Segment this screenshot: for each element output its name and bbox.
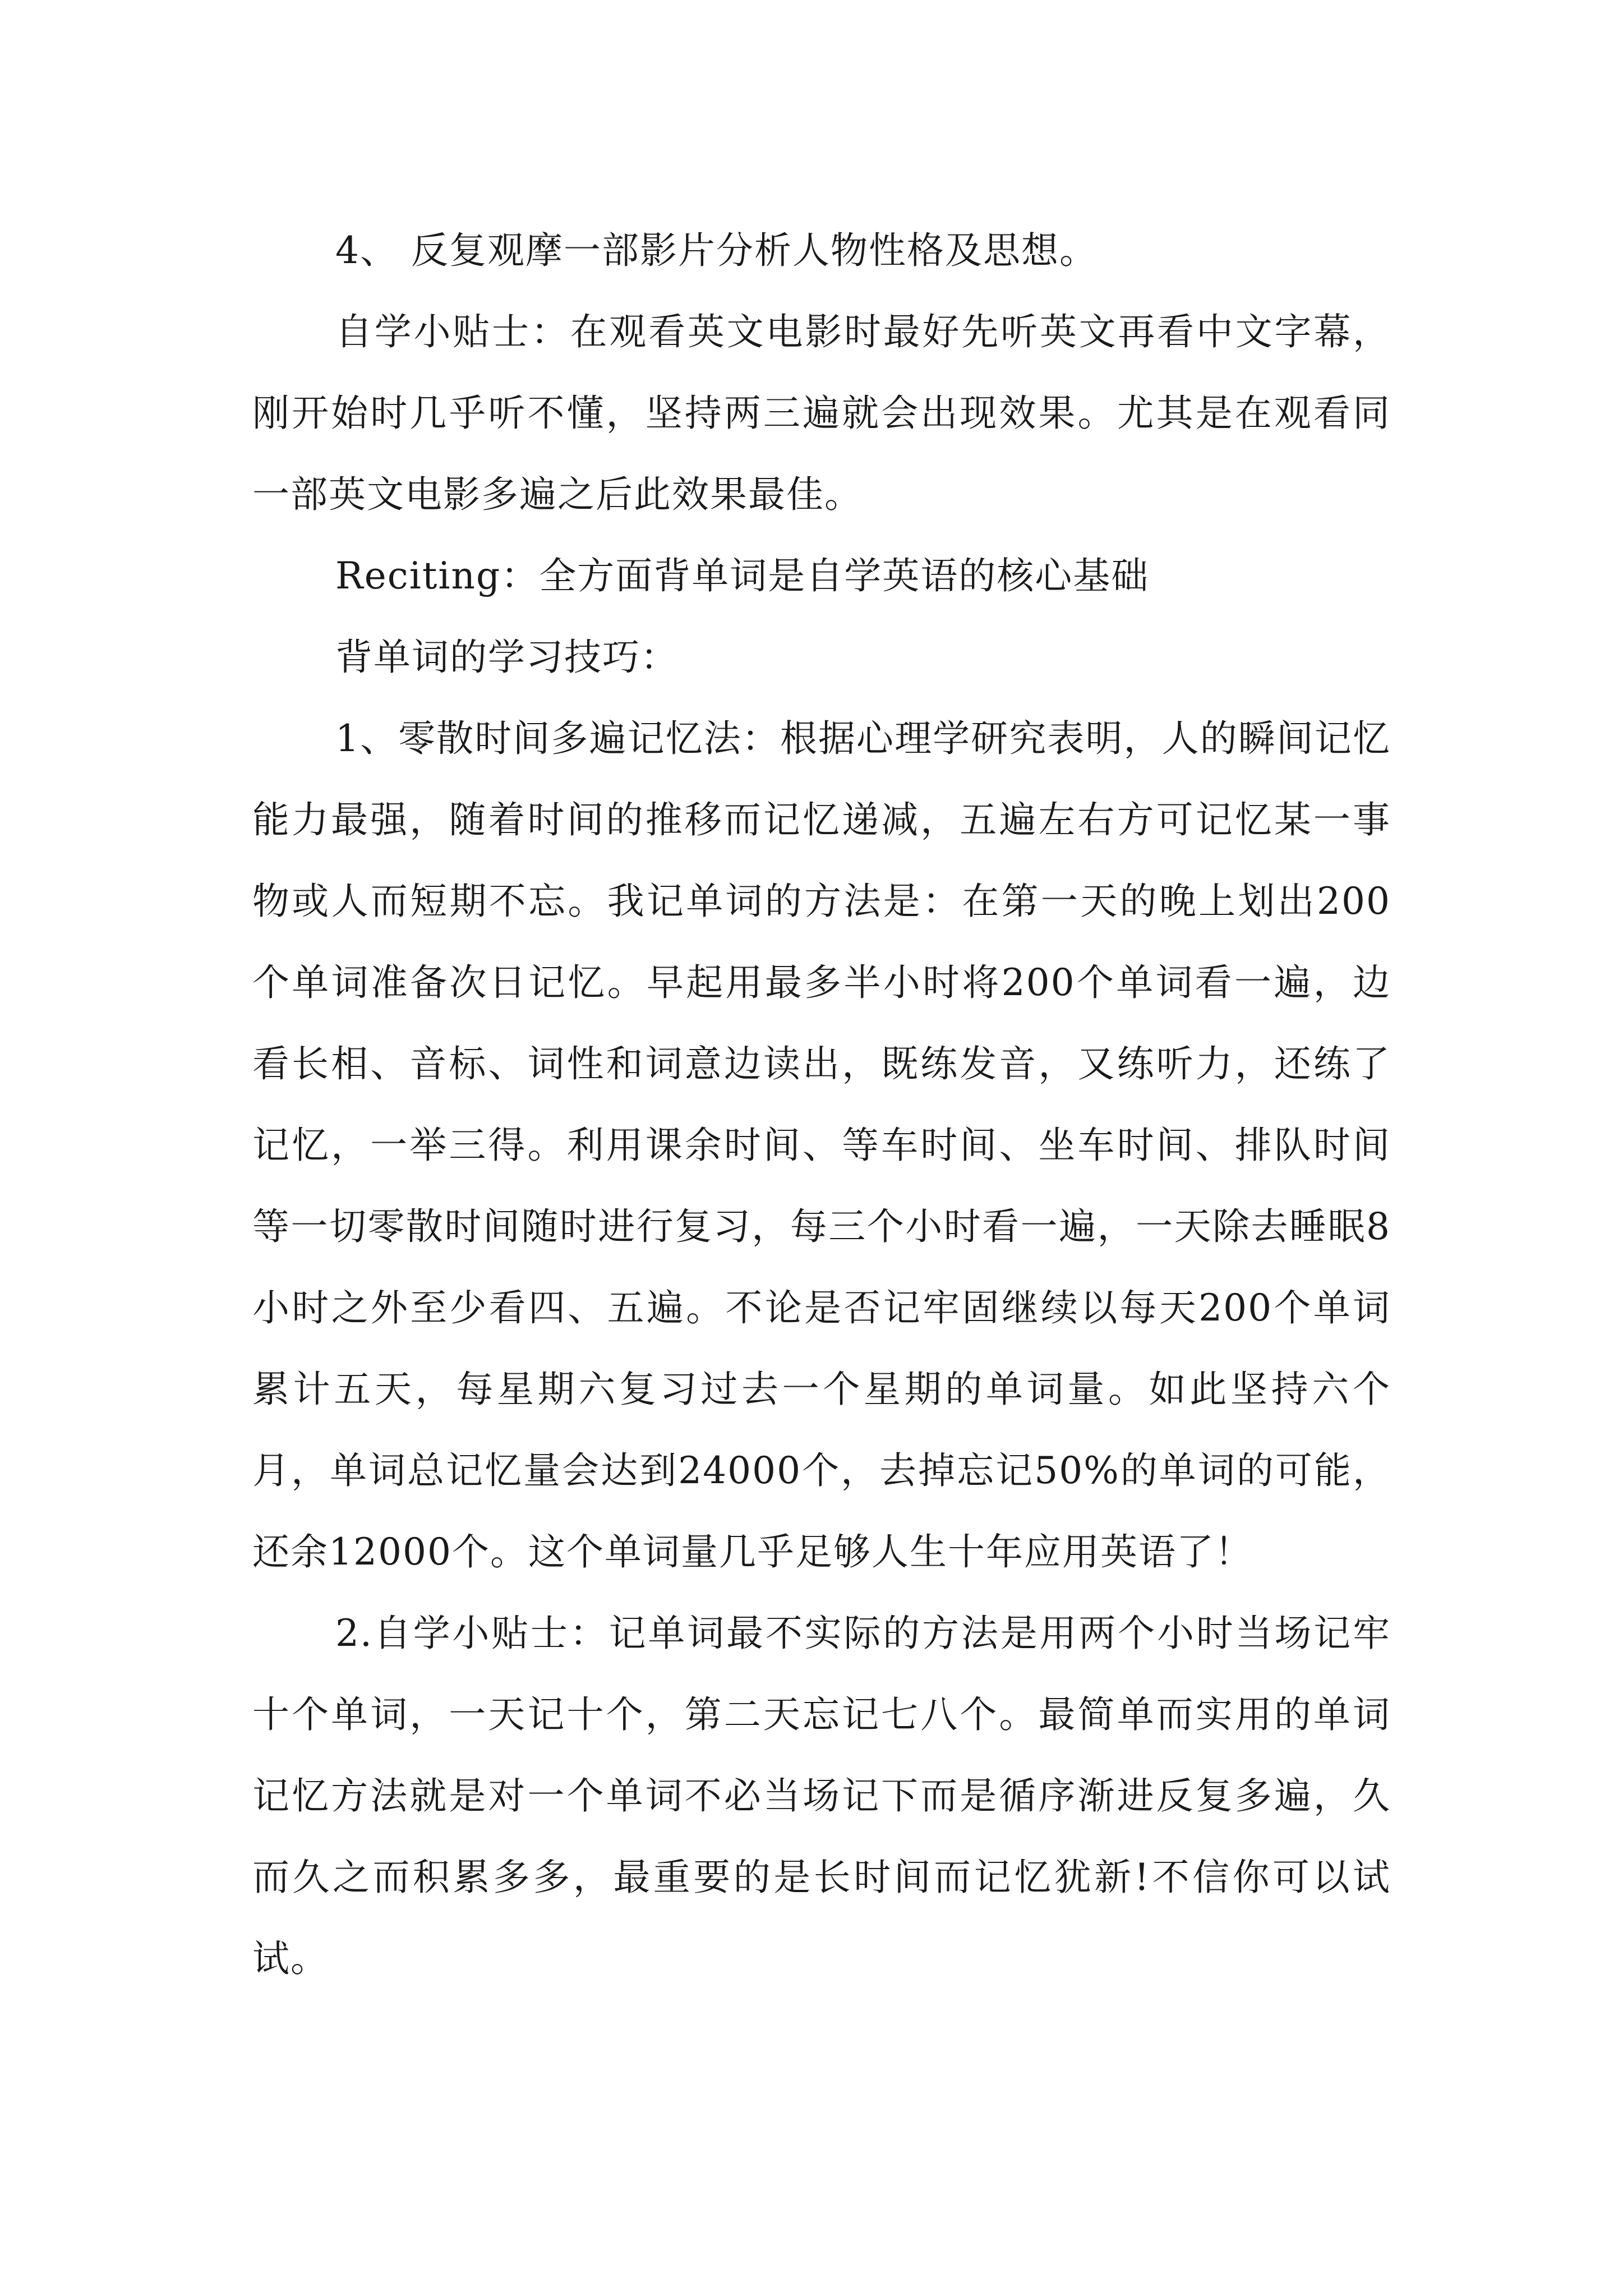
document-body: [252, 210, 1391, 1999]
paragraph-reciting-heading: Reciting：全方面背单词是自学英语的核心基础: [335, 554, 1150, 597]
paragraph-film-step-4: 4、 反复观摩一部影片分析人物性格及思想。: [335, 229, 1098, 272]
paragraph-vocab-tip-2: 2.自学小贴士：记单词最不实际的方法是用两个小时当场记牢十个单词，一天记十个，第二天忘记七八个。最简单而实用的单词记忆方法就是对一个单词不必当场记下而是循序渐进反复多遍，久而久之而积累多多，最重要的是长时间而记忆犹新!不信你可以试试。: [252, 1612, 1391, 1980]
paragraph-film-tip: 自学小贴士：在观看英文电影时最好先听英文再看中文字幕，刚开始时几乎听不懂，坚持两三遍就会出现效果。尤其是在观看同一部英文电影多遍之后此效果最佳。: [252, 310, 1391, 516]
paragraph-vocab-tips-heading: 背单词的学习技巧：: [335, 636, 679, 679]
paragraph-vocab-method-1: 1、零散时间多遍记忆法：根据心理学研究表明，人的瞬间记忆能力最强，随着时间的推移而记忆递减，五遍左右方可记忆某一事物或人而短期不忘。我记单词的方法是：在第一天的晚上划出200个单词准备次日记忆。早起用最多半小时将200个单词看一遍，边看长相、音标、词性和词意边读出，既练发音，又练听力，还练了记忆，一举三得。利用课余时间、等车时间、坐车时间、排队时间等一切零散时间随时进行复习，每三个小时看一遍，一天除去睡眠8小时之外至少看四、五遍。不论是否记牢固继续以每天200个单词累计五天，每星期六复习过去一个星期的单词量。如此坚持六个月，单词总记忆量会达到24000个，去掉忘记50%的单词的可能，还余12000个。这个单词量几乎足够人生十年应用英语了！: [252, 717, 1391, 1573]
